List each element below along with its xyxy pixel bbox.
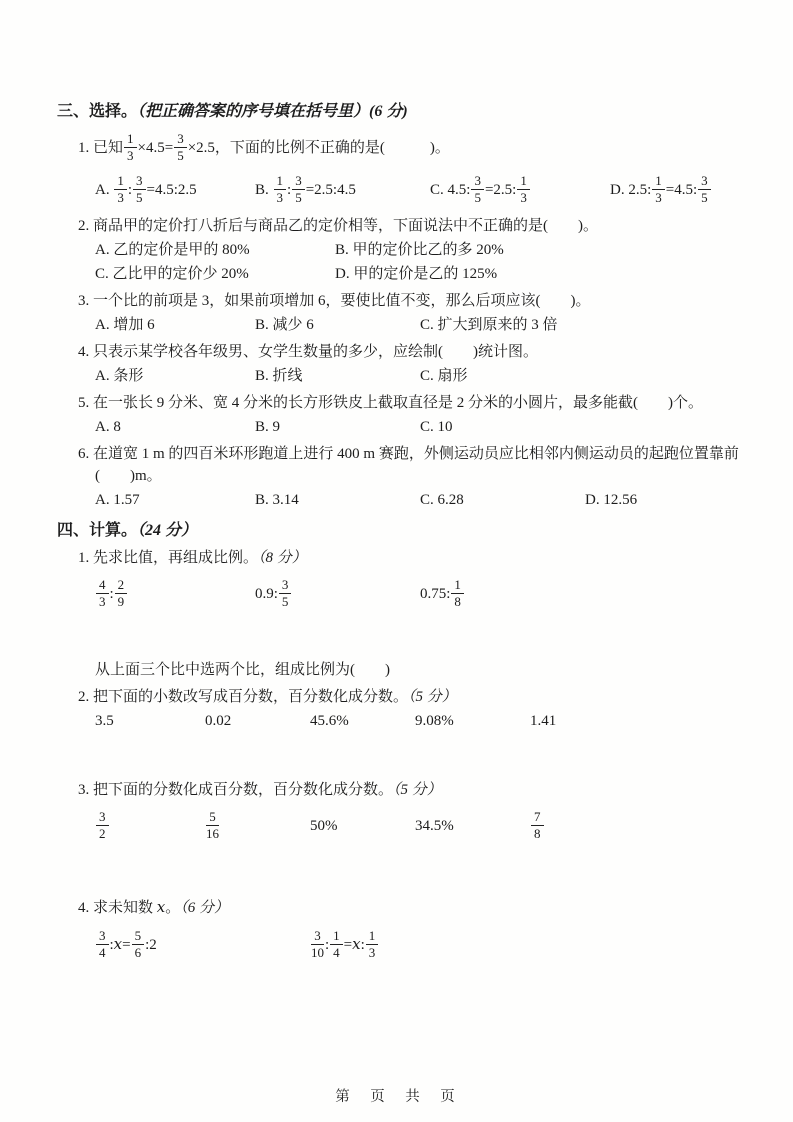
fraction <box>451 578 464 610</box>
column-item <box>585 489 637 511</box>
fraction <box>174 132 187 164</box>
text-run: A. 增加 6 <box>95 317 155 333</box>
column-item <box>310 710 415 732</box>
text-run: 50% <box>310 818 338 834</box>
text-run: 9.08% <box>415 713 454 729</box>
column-item <box>310 921 379 968</box>
column-item <box>420 314 558 336</box>
text-run: 1. 已知 <box>78 140 124 156</box>
text-run: C. 扩大到原来的 3 倍 <box>420 317 558 333</box>
text-run: ( )m。 <box>95 468 162 484</box>
text-run: =2.5:4.5 <box>305 182 356 198</box>
fraction <box>279 578 292 610</box>
column-item <box>420 489 585 511</box>
fraction-denominator: 4 <box>333 945 340 961</box>
fraction-denominator: 3 <box>99 594 106 610</box>
column-item <box>95 921 310 968</box>
fraction <box>366 929 379 961</box>
fraction-numerator: 3 <box>279 578 292 595</box>
calc3-numbers <box>95 803 763 849</box>
fraction-numerator: 3 <box>96 810 109 827</box>
column-item <box>255 416 420 438</box>
q2-options-ab <box>95 239 763 261</box>
answer-space-1 <box>57 617 763 659</box>
text-run: A. 1.57 <box>95 492 140 508</box>
text-run: 0.9: <box>255 586 278 602</box>
text-run: 3.5 <box>95 713 114 729</box>
q1-options <box>95 170 763 210</box>
column-item <box>95 803 205 849</box>
text-run: =4.5:2.5 <box>146 182 197 198</box>
text-run: 4. 求未知数 <box>78 900 157 916</box>
column-item <box>255 314 420 336</box>
column-item <box>420 365 468 387</box>
text-run: C. 6.28 <box>420 492 464 508</box>
text-run: 0.75: <box>420 586 451 602</box>
fraction-denominator: 3 <box>127 148 134 164</box>
text-run: C. 乙比甲的定价少 20% <box>95 266 249 282</box>
text-run: D. 甲的定价是乙的 125% <box>335 266 498 282</box>
column-item <box>420 571 465 617</box>
fraction <box>330 929 343 961</box>
column-item <box>95 314 255 336</box>
calc3-stem <box>78 779 763 801</box>
section-title-note: （24 分） <box>137 522 198 539</box>
fraction-denominator: 5 <box>701 190 708 206</box>
column-item <box>530 803 545 849</box>
column-item <box>95 489 255 511</box>
column-item <box>430 170 610 210</box>
text-run: A. <box>95 182 114 198</box>
text-run: B. 甲的定价比乙的多 20% <box>335 242 504 258</box>
text-run: : <box>287 182 292 198</box>
column-item <box>610 170 712 210</box>
fraction-denominator: 5 <box>295 190 302 206</box>
text-run: 3. 一个比的前项是 3，如果前项增加 6，要使比值不变，那么后项应该( )。 <box>78 293 591 309</box>
column-item <box>530 710 556 732</box>
text-run: C. 10 <box>420 419 453 435</box>
score-note: （5 分） <box>393 782 442 798</box>
text-run: A. 条形 <box>95 368 144 384</box>
fraction-denominator: 16 <box>206 826 219 842</box>
fraction-denominator: 6 <box>134 945 142 961</box>
fraction-numerator: 3 <box>292 174 305 191</box>
fraction <box>531 810 544 842</box>
column-item <box>255 365 420 387</box>
fraction-numerator: 1 <box>274 174 287 191</box>
score-note: （5 分） <box>408 689 457 705</box>
fraction-numerator: 3 <box>133 174 146 191</box>
text-run: 2. 商品甲的定价打八折后与商品乙的定价相等，下面说法中不正确的是( )。 <box>78 218 598 234</box>
fraction-denominator: 3 <box>368 945 376 961</box>
column-item <box>420 416 453 438</box>
fraction <box>96 578 109 610</box>
q3-options <box>95 314 763 336</box>
column-item <box>205 710 310 732</box>
text-run: B. 折线 <box>255 368 303 384</box>
text-run: 6. 在道宽 1 m 的四百米环形跑道上进行 400 m 赛跑，外侧运动员应比相邻内侧运动员的起跑位置靠前 <box>78 446 739 462</box>
column-item <box>335 263 497 285</box>
q6-options <box>95 489 763 511</box>
text-run: 0.02 <box>205 713 232 729</box>
column-item <box>95 263 335 285</box>
score-note: （8 分） <box>258 550 307 566</box>
calc2-numbers <box>95 710 763 732</box>
text-run: ×2.5，下面的比例不正确的是( )。 <box>187 140 450 156</box>
section-title-text: 四、计算。 <box>57 522 138 539</box>
fraction-denominator: 10 <box>311 945 324 961</box>
fraction <box>274 174 287 206</box>
q5-stem <box>78 392 763 414</box>
fraction-numerator: 3 <box>698 174 711 191</box>
section-4-heading <box>57 519 763 542</box>
column-item <box>95 365 255 387</box>
q2-options-cd <box>95 263 763 285</box>
text-run: A. 乙的定价是甲的 80% <box>95 242 250 258</box>
fraction <box>124 132 137 164</box>
text-run: : <box>325 937 330 953</box>
text-run: =4.5: <box>665 182 698 198</box>
fraction-numerator: 7 <box>531 810 544 827</box>
text-run: = <box>343 937 353 953</box>
text-run: =2.5: <box>484 182 517 198</box>
q4-options <box>95 365 763 387</box>
column-item <box>95 170 255 210</box>
fraction-denominator: 5 <box>177 148 184 164</box>
q3-stem <box>78 290 763 312</box>
page-footer: 第 页 共 页 <box>335 1089 458 1105</box>
text-run: : <box>127 182 133 198</box>
variable-x: x <box>113 935 123 953</box>
section-title-text: 三、选择。 <box>57 103 138 120</box>
score-note: （6 分） <box>180 900 230 916</box>
column-item <box>95 416 255 438</box>
fraction <box>292 174 305 206</box>
fraction <box>206 810 219 842</box>
q1-stem <box>78 128 763 168</box>
text-run: 4. 只表示某学校各年级男、女学生数量的多少，应绘制( )统计图。 <box>78 344 538 360</box>
fraction-numerator: 4 <box>96 578 109 595</box>
fraction-numerator: 5 <box>132 929 145 946</box>
section-3-heading <box>57 100 763 123</box>
text-run: C. 4.5: <box>430 182 471 198</box>
text-run: 34.5% <box>415 818 454 834</box>
fraction-denominator: 4 <box>99 945 106 961</box>
text-run: : <box>360 937 365 953</box>
fraction-denominator: 5 <box>281 594 289 610</box>
text-run: 5. 在一张长 9 分米、宽 4 分米的长方形铁皮上截取直径是 2 分米的小圆片，最多能截( )个。 <box>78 395 703 411</box>
fraction-numerator: 3 <box>311 929 324 946</box>
q5-options <box>95 416 763 438</box>
fraction-numerator: 1 <box>114 174 127 191</box>
text-run: D. 12.56 <box>585 492 638 508</box>
column-item <box>95 239 335 261</box>
text-run: A. 8 <box>95 419 121 435</box>
text-run: D. 2.5: <box>610 182 652 198</box>
fraction-numerator: 5 <box>206 810 219 827</box>
fraction-denominator: 3 <box>520 190 527 206</box>
column-item <box>255 571 420 617</box>
fraction-numerator: 1 <box>330 929 343 946</box>
fraction-denominator: 9 <box>117 594 125 610</box>
calc4-stem <box>78 896 763 919</box>
text-run: 1.41 <box>530 713 557 729</box>
fraction <box>114 174 127 206</box>
calc4-equations <box>95 921 763 968</box>
section-title-note: （把正确答案的序号填在括号里）(6 分) <box>137 103 408 120</box>
variable-x: x <box>156 898 166 916</box>
fraction <box>132 929 145 961</box>
text-run: : <box>109 937 114 953</box>
variable-x: x <box>352 935 361 953</box>
fraction-denominator: 5 <box>136 190 143 206</box>
text-run: C. 扇形 <box>420 368 468 384</box>
fraction-numerator: 3 <box>471 174 484 191</box>
q6-stem-line2 <box>95 465 763 487</box>
column-item <box>415 710 530 732</box>
fraction-denominator: 8 <box>534 826 541 842</box>
fraction-denominator: 3 <box>655 190 662 206</box>
column-item <box>205 803 310 849</box>
text-run: :2 <box>145 937 157 953</box>
fraction-numerator: 1 <box>451 578 464 595</box>
fraction-numerator: 1 <box>124 132 137 149</box>
fraction <box>652 174 665 206</box>
column-item <box>310 803 415 849</box>
text-run: = <box>122 937 131 953</box>
calc1-followup <box>95 659 763 681</box>
column-item <box>255 170 430 210</box>
calc1-stem <box>78 547 763 569</box>
column-item <box>255 489 420 511</box>
fraction-denominator: 3 <box>117 190 124 206</box>
fraction-denominator: 8 <box>454 594 461 610</box>
column-item <box>335 239 504 261</box>
column-item <box>95 710 205 732</box>
text-run: 从上面三个比中选两个比，组成比例为( ) <box>95 662 390 678</box>
fraction <box>133 174 146 206</box>
fraction-numerator: 1 <box>366 929 379 946</box>
fraction <box>698 174 711 206</box>
fraction <box>96 929 109 961</box>
fraction <box>96 810 109 842</box>
answer-space-3 <box>57 849 763 891</box>
text-run: B. 3.14 <box>255 492 299 508</box>
text-run: B. <box>255 182 273 198</box>
text-run: 1. 先求比值，再组成比例。 <box>78 550 259 566</box>
fraction <box>517 174 530 206</box>
text-run: 2. 把下面的小数改写成百分数，百分数化成分数。 <box>78 689 409 705</box>
text-run: : <box>109 586 114 602</box>
fraction-numerator: 3 <box>174 132 187 149</box>
text-run: 45.6% <box>310 713 349 729</box>
fraction <box>311 929 324 961</box>
text-run: B. 9 <box>255 419 281 435</box>
column-item <box>95 571 255 617</box>
text-run: ×4.5= <box>137 140 174 156</box>
calc2-stem <box>78 686 763 708</box>
text-run: 3. 把下面的分数化成百分数，百分数化成分数。 <box>78 782 394 798</box>
calc1-expressions <box>95 571 763 617</box>
text-run: 。 <box>165 900 181 916</box>
fraction-denominator: 2 <box>99 826 106 842</box>
q4-stem <box>78 341 763 363</box>
q2-stem <box>78 215 763 237</box>
fraction-numerator: 1 <box>652 174 665 191</box>
fraction <box>471 174 484 206</box>
q6-stem-line1 <box>78 443 763 465</box>
fraction-numerator: 1 <box>517 174 530 191</box>
answer-space-2 <box>57 732 763 774</box>
column-item <box>415 803 530 849</box>
fraction-denominator: 5 <box>474 190 481 206</box>
fraction-denominator: 3 <box>276 190 284 206</box>
text-run: B. 减少 6 <box>255 317 314 333</box>
fraction <box>115 578 128 610</box>
fraction-numerator: 2 <box>115 578 128 595</box>
fraction-numerator: 3 <box>96 929 109 946</box>
